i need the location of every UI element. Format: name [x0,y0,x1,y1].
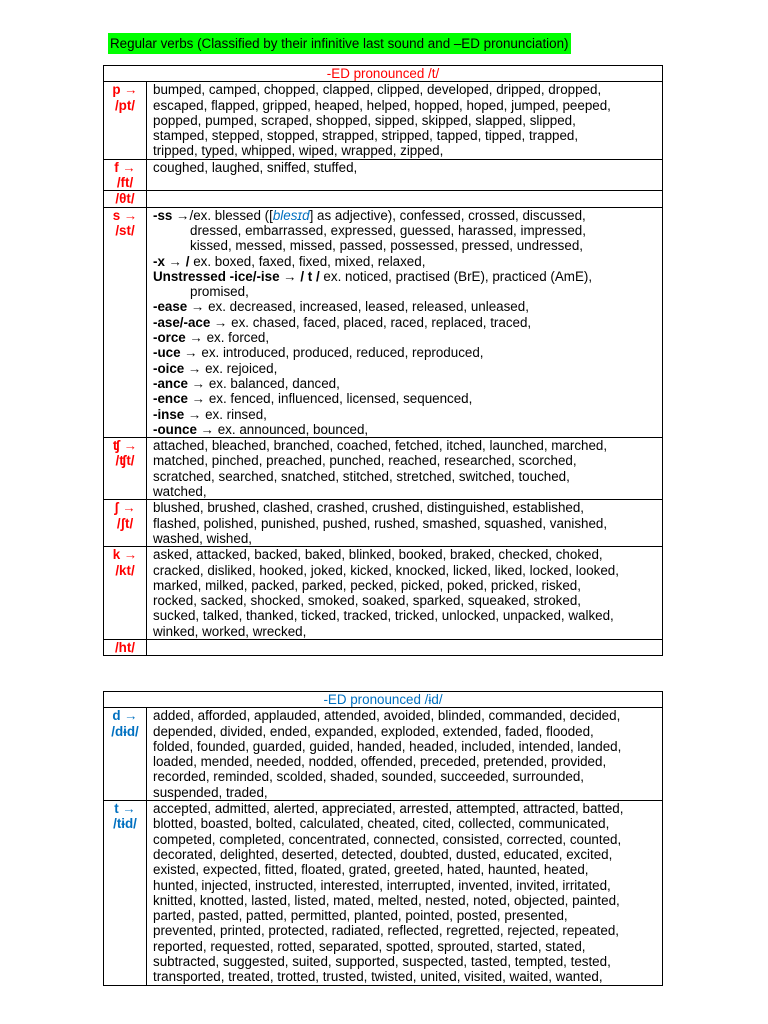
verb-list: -ss →/ex. blessed ([blesɪd] as adjective), confessed, crossed, discussed, dressed, embarrassed, expressed, guessed, harassed, impressed, kissed, messed, missed, passed, possessed, pressed, undressed, -x → / ex. boxed, faxed, fixed, mixed, relaxed, Unstressed -ice/-ise → / t / ex. noticed, practised (BrE), practiced (AmE), promised, -ease → ex. decreased, increased, leased, released, unleased, -ase/-ace → ex. chased, faced, placed, raced, replaced, traced, -orce → ex. forced, -uce → ex. introduced, produced, reduced, reproduced, -oice → ex. rejoiced, -ance → ex. balanced, danced, -ence → ex. fenced, influenced, licensed, sequenced, -inse → ex. rinsed, -ounce → ex. announced, bounced, [147,207,663,437]
sound-label: t → /tɨd/ [104,801,147,986]
sound-label: k → /kt/ [104,547,147,640]
table-row [104,191,663,207]
ed-t-table [103,65,663,656]
verb-list [147,191,663,207]
table-row [104,438,663,500]
pronunciation: blesɪd [272,207,310,223]
table-row [104,801,663,986]
sound-label: /ht/ [104,639,147,655]
table-row [104,207,663,437]
ed-id-heading: -ED pronounced /ɨd/ [104,692,663,708]
table-row [104,82,663,159]
sound-label: d → /dɨd/ [104,708,147,801]
table-row [104,159,663,191]
table-row [104,547,663,640]
sound-label: /θt/ [104,191,147,207]
sound-label: f → /ft/ [104,159,147,191]
table-row [104,500,663,547]
sound-label: p → /pt/ [104,82,147,159]
verb-list: asked, attacked, backed, baked, blinked, booked, braked, checked, choked, cracked, disliked, hooked, joked, kicked, knocked, licked, liked, locked, looked, marked, milked, packed, parked, pecked, picked, poked, pricked, risked, rocked, sacked, shocked, smoked, soaked, sparked, squeaked, stroked, sucked, talked, thanked, ticked, tracked, tricked, unlocked, unpacked, walked, winked, worked, wrecked, [147,547,663,640]
sound-label: s → /st/ [104,207,147,437]
verb-list: blushed, brushed, clashed, crashed, crushed, distinguished, established, flashed, polished, punished, pushed, rushed, smashed, squashed, vanished, washed, wished, [147,500,663,547]
verb-list [147,639,663,655]
verb-list: added, afforded, applauded, attended, avoided, blinded, commanded, decided, depended, divided, ended, expanded, exploded, extended, faded, flooded, folded, founded, guarded, guided, handed, headed, included, intended, landed, loaded, mended, needed, nodded, offended, preceded, pretended, provided, recorded, reminded, scolded, shaded, sounded, succeeded, surrounded, suspended, traded, [147,708,663,801]
verb-list: attached, bleached, branched, coached, fetched, itched, launched, marched, matched, pinched, preached, punched, reached, researched, scorched, scratched, searched, snatched, stitched, stretched, switched, touched, watched, [147,438,663,500]
page-title: Regular verbs (Classified by their infinitive last sound and –ED pronunciation) [108,33,571,54]
table-row [104,708,663,801]
verb-list: coughed, laughed, sniffed, stuffed, [147,159,663,191]
verb-list: bumped, camped, chopped, clapped, clipped, developed, dripped, dropped, escaped, flapped, gripped, heaped, helped, hopped, hoped, jumped, peeped, popped, pumped, scraped, shopped, sipped, skipped, slapped, slipped, stamped, stepped, stopped, strapped, stripped, tapped, tipped, trapped, tripped, typed, whipped, wiped, wrapped, zipped, [147,82,663,159]
sound-label: ʧ → /ʧt/ [104,438,147,500]
sound-label: ʃ → /ʃt/ [104,500,147,547]
ed-id-table [103,691,663,986]
ed-t-heading: -ED pronounced /t/ [104,66,663,82]
verb-list: accepted, admitted, alerted, appreciated, arrested, attempted, attracted, batted, blotted, boasted, bolted, calculated, cheated, cited, collected, communicated, competed, completed, concentrated, connected, consisted, corrected, counted, decorated, delighted, deserted, detected, doubted, dusted, educated, excited, existed, expected, fitted, floated, grated, greeted, hated, haunted, heated, hunted, injected, instructed, interested, interrupted, invented, invited, irritated, knitted, knotted, lasted, listed, mated, melted, nested, noted, objected, painted, parted, pasted, patted, permitted, planted, pointed, posted, presented, prevented, printed, protected, radiated, reflected, regretted, rejected, repeated, reported, requested, rotted, separated, spotted, sprouted, started, stated, subtracted, suggested, suited, supported, suspected, tasted, tempted, tested, transported, treated, trotted, trusted, twisted, united, visited, waited, wanted, [147,801,663,986]
table-row [104,639,663,655]
